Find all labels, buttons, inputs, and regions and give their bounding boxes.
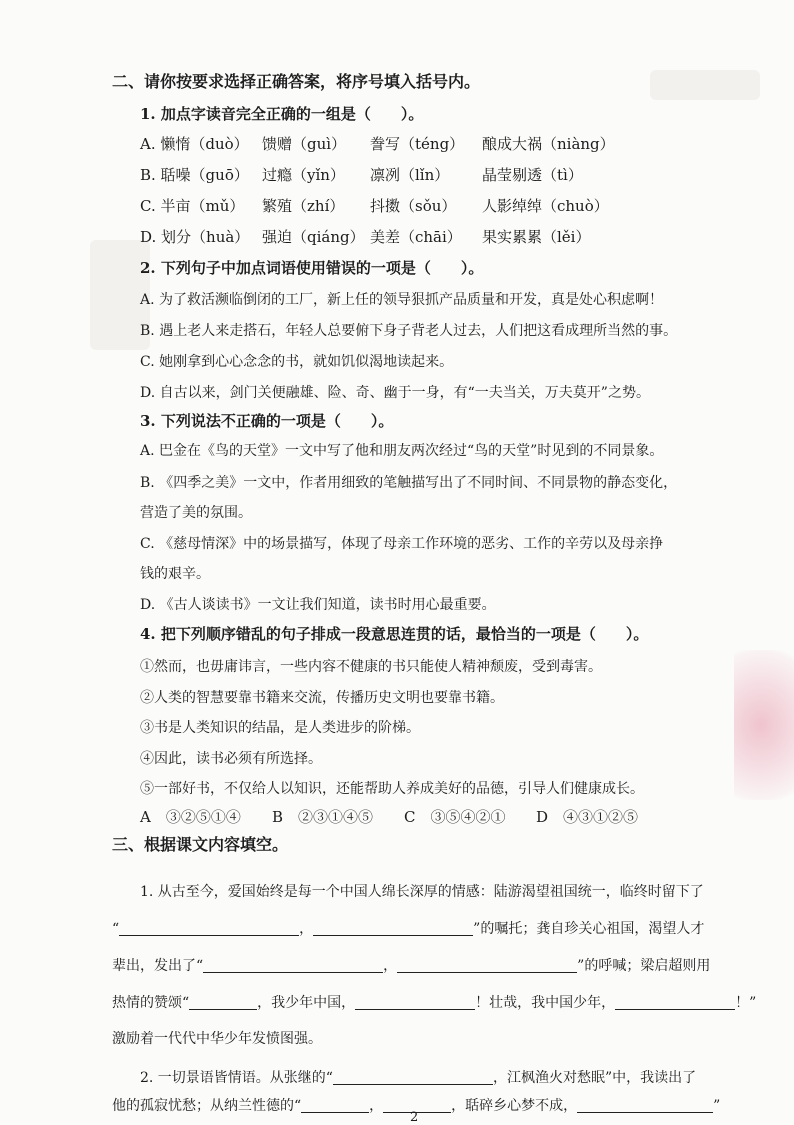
fill-1-line-2: “ ， ”的嘱托；龚自珍关心祖国，渴望人才 <box>112 921 705 937</box>
q1-a-2: 馈赠（guì） <box>262 135 347 153</box>
q1-c-4: 人影绰绰（chuò） <box>482 197 609 215</box>
q1-b-2: 过瘾（yǐn） <box>262 166 345 184</box>
flower-decoration <box>734 650 794 800</box>
q4-sentence-2: ②人类的智慧要靠书籍来交流，传播历史文明也要靠书籍。 <box>140 690 504 706</box>
q4-option-d: D ④③①②⑤ <box>536 808 639 826</box>
q2-option-c: C. 她刚拿到心心念念的书，就如饥似渴地读起来。 <box>140 354 454 370</box>
blank-7[interactable] <box>615 993 735 1010</box>
blank-8[interactable] <box>333 1068 493 1085</box>
q4-option-b: B ②③①④⑤ <box>272 808 374 826</box>
fill-1-line-5: 激励着一代代中华少年发愤图强。 <box>112 1031 322 1047</box>
q1-c-3: 抖擞（sǒu） <box>370 197 457 215</box>
q4-sentence-5: ⑤一部好书，不仅给人以知识，还能帮助人养成美好的品德，引导人们健康成长。 <box>140 781 644 797</box>
q3-option-b-line2: 营造了美的氛围。 <box>140 505 252 521</box>
fill-1-line-1: 1. 从古至今，爱国始终是每一个中国人绵长深厚的情感：陆游渴望祖国统一，临终时留下了 <box>140 884 704 900</box>
blank-9[interactable] <box>301 1096 369 1113</box>
q3-option-c-line2: 钱的艰辛。 <box>140 566 210 582</box>
q4-sentence-3: ③书是人类知识的结晶，是人类进步的阶梯。 <box>140 720 420 736</box>
q4-option-c: C ③⑤④②① <box>404 808 506 826</box>
q2-stem: 2. 下列句子中加点词语使用错误的一项是（ ）。 <box>140 259 484 277</box>
q4-sentence-1: ①然而，也毋庸讳言，一些内容不健康的书只能使人精神颓废，受到毒害。 <box>140 659 602 675</box>
blank-3[interactable] <box>203 956 383 973</box>
q1-stem: 1. 加点字读音完全正确的一组是（ ）。 <box>140 105 424 123</box>
q4-options <box>140 807 638 827</box>
section-3-heading: 三、根据课文内容填空。 <box>112 835 289 854</box>
q1-c-2: 繁殖（zhí） <box>262 197 345 215</box>
fill-2-line-2: 他的孤寂忧愁；从纳兰性德的“ ， ，聒碎乡心梦不成， ” <box>112 1098 721 1114</box>
fill-2-line-1: 2. 一切景语皆情语。从张继的“ ，江枫渔火对愁眠”中，我读出了 <box>140 1070 697 1086</box>
section-2-heading: 二、请你按要求选择正确答案，将序号填入括号内。 <box>112 72 481 91</box>
q2-option-d: D. 自古以来，剑门关便融雄、险、奇、幽于一身，有“一夫当关，万夫莫开”之势。 <box>140 385 650 401</box>
blank-11[interactable] <box>577 1096 713 1113</box>
q1-d-3: 美差（chāi） <box>370 228 462 246</box>
page-number: 2 <box>410 1110 419 1125</box>
q1-b-1: B. 聒噪（guō） <box>140 166 249 184</box>
q1-a-1: A. 懒惰（duò） <box>140 135 249 153</box>
q4-stem: 4. 把下列顺序错乱的句子排成一段意思连贯的话，最恰当的一项是（ ）。 <box>140 625 649 643</box>
q2-option-b: B. 遇上老人来走搭石，年轻人总要俯下身子背老人过去，人们把这看成理所当然的事。 <box>140 323 678 339</box>
q1-c-1: C. 半亩（mǔ） <box>140 197 245 215</box>
q3-option-a: A. 巴金在《鸟的天堂》一文中写了他和朋友两次经过“鸟的天堂”时见到的不同景象。 <box>140 443 664 459</box>
fill-1-line-4: 热情的赞颂“ ，我少年中国， ！壮哉，我中国少年， ！” <box>112 995 757 1011</box>
q1-d-2: 强迫（qiáng） <box>262 228 365 246</box>
q1-b-3: 凛冽（lǐn） <box>370 166 450 184</box>
q4-sentence-4: ④因此，读书必须有所选择。 <box>140 751 322 767</box>
blank-2[interactable] <box>313 919 473 936</box>
q3-option-b-line1: B. 《四季之美》一文中，作者用细致的笔触描写出了不同时间、不同景物的静态变化， <box>140 475 678 491</box>
q1-option-row-b <box>140 165 583 185</box>
q4-option-a: A ③②⑤①④ <box>140 808 241 826</box>
q2-option-a: A. 为了救活濒临倒闭的工厂，新上任的领导狠抓产品质量和开发，真是处心积虑啊！ <box>140 292 664 308</box>
q1-d-4: 果实累累（lěi） <box>482 228 591 246</box>
q1-option-row-c <box>140 196 609 216</box>
q1-option-row-a <box>140 134 615 154</box>
q3-option-c-line1: C. 《慈母情深》中的场景描写，体现了母亲工作环境的恶劣、工作的辛劳以及母亲挣 <box>140 536 664 552</box>
q1-a-3: 誊写（téng） <box>370 135 465 153</box>
q3-option-d: D. 《古人谈读书》一文让我们知道，读书时用心最重要。 <box>140 597 496 613</box>
blank-1[interactable] <box>119 919 299 936</box>
q1-a-4: 酿成大祸（niàng） <box>482 135 615 153</box>
blank-4[interactable] <box>397 956 577 973</box>
q1-option-row-d <box>140 227 590 247</box>
q3-stem: 3. 下列说法不正确的一项是（ ）。 <box>140 412 394 430</box>
fill-1-line-3: 辈出，发出了“ ， ”的呼喊；梁启超则用 <box>112 958 711 974</box>
q1-d-1: D. 划分（huà） <box>140 228 250 246</box>
q1-b-4: 晶莹剔透（tì） <box>482 166 583 184</box>
blank-6[interactable] <box>355 993 475 1010</box>
bleed-through-mark <box>650 70 760 100</box>
blank-5[interactable] <box>189 993 257 1010</box>
